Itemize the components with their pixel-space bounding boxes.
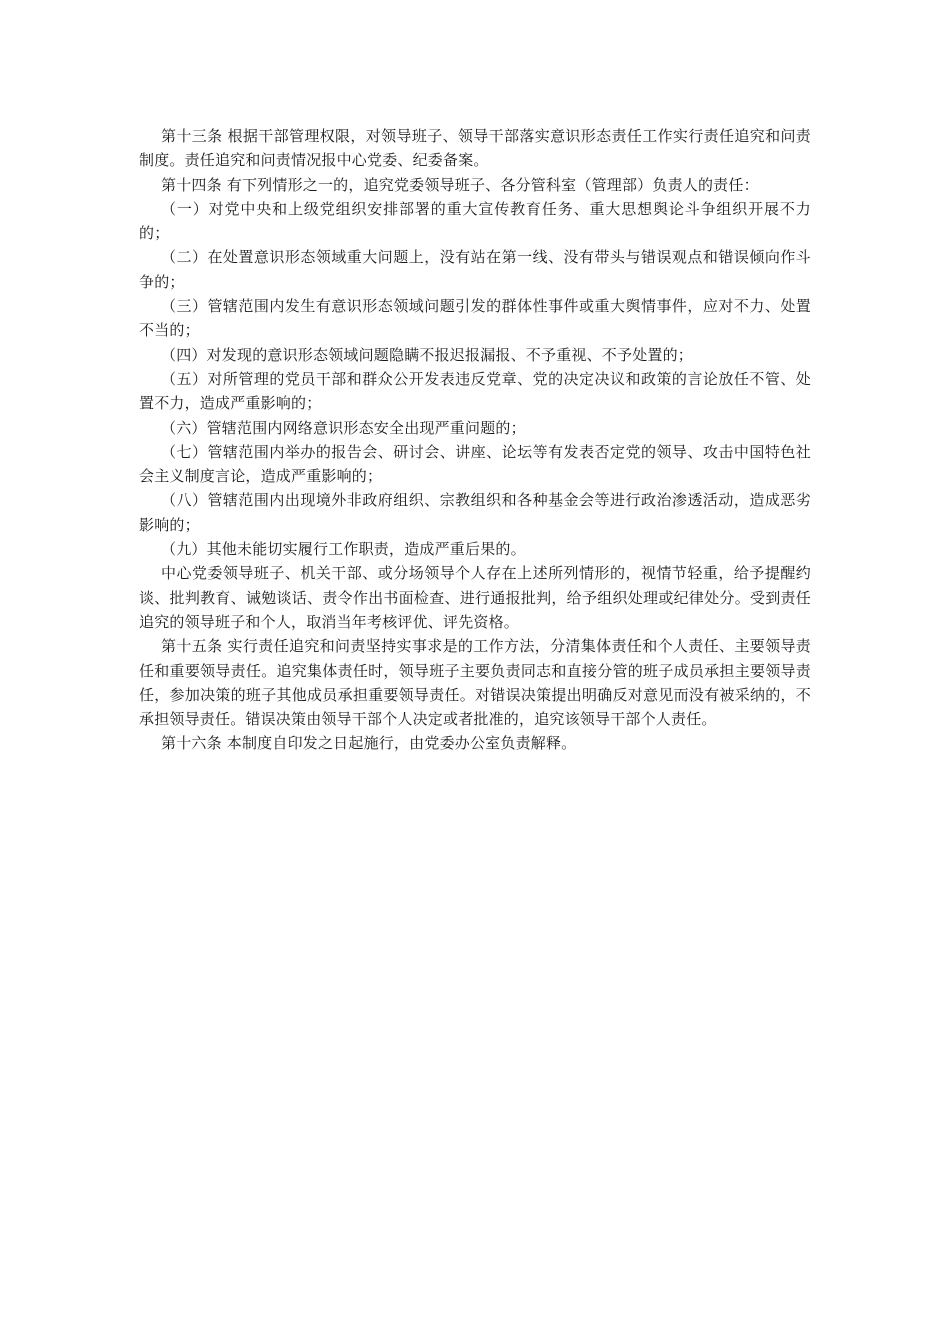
article-14-item-9: （九）其他未能切实履行工作职责，造成严重后果的。 bbox=[161, 540, 526, 559]
article-14-item-7: （七）管辖范围内举办的报告会、研讨会、讲座、论坛等有发表否定党的领导、攻击中国特色社会主义制度言论，造成严重影响的； bbox=[139, 442, 811, 486]
article-14-item-6: （六）管辖范围内网络意识形态安全出现严重问题的； bbox=[161, 418, 526, 437]
article-14-item-8: （八）管辖范围内出现境外非政府组织、宗教组织和各种基金会等进行政治渗透活动，造成恶劣影响的； bbox=[139, 491, 811, 534]
document-body bbox=[139, 124, 811, 756]
article-14-item-3: （三）管辖范围内发生有意识形态领域问题引发的群体性事件或重大舆情事件，应对不力、处置不当的； bbox=[139, 297, 811, 340]
article-14-item-4: （四）对发现的意识形态领域问题隐瞒不报迟报漏报、不予重视、不予处置的； bbox=[161, 345, 694, 364]
accountability-measures-paragraph: 中心党委领导班子、机关干部、或分场领导个人存在上述所列情形的，视情节轻重，给予提醒约谈、批判教育、诫勉谈话、责令作出书面检查、进行通报批判，给予组织处理或纪律处分。受到责任追究的领导班子和个人，取消当年考核评优、评先资格。 bbox=[139, 564, 811, 631]
article-15-paragraph: 第十五条 实行责任追究和问责坚持实事求是的工作方法，分清集体责任和个人责任、主要领导责任和重要领导责任。追究集体责任时，领导班子主要负责同志和直接分管的班子成员承担主要领导责任，参加决策的班子其他成员承担重要领导责任。对错误决策提出明确反对意见而没有被采纳的，不承担领导责任。错误决策由领导干部个人决定或者批准的，追究该领导干部个人责任。 bbox=[139, 637, 811, 729]
article-14-item-1: （一）对党中央和上级党组织安排部署的重大宣传教育任务、重大思想舆论斗争组织开展不力的； bbox=[139, 199, 811, 243]
article-13-paragraph: 第十三条 根据干部管理权限，对领导班子、领导干部落实意识形态责任工作实行责任追究和问责制度。责任追究和问责情况报中心党委、纪委备案。 bbox=[139, 127, 811, 170]
article-14-paragraph: 第十四条 有下列情形之一的，追究党委领导班子、各分管科室（管理部）负责人的责任： bbox=[161, 175, 759, 194]
article-16-paragraph: 第十六条 本制度自印发之日起施行，由党委办公室负责解释。 bbox=[161, 734, 577, 753]
article-14-item-2: （二）在处置意识形态领域重大问题上，没有站在第一线、没有带头与错误观点和错误倾向作斗争的； bbox=[139, 248, 811, 291]
article-14-item-5: （五）对所管理的党员干部和群众公开发表违反党章、党的决定决议和政策的言论放任不管、处置不力，造成严重影响的； bbox=[139, 369, 811, 413]
